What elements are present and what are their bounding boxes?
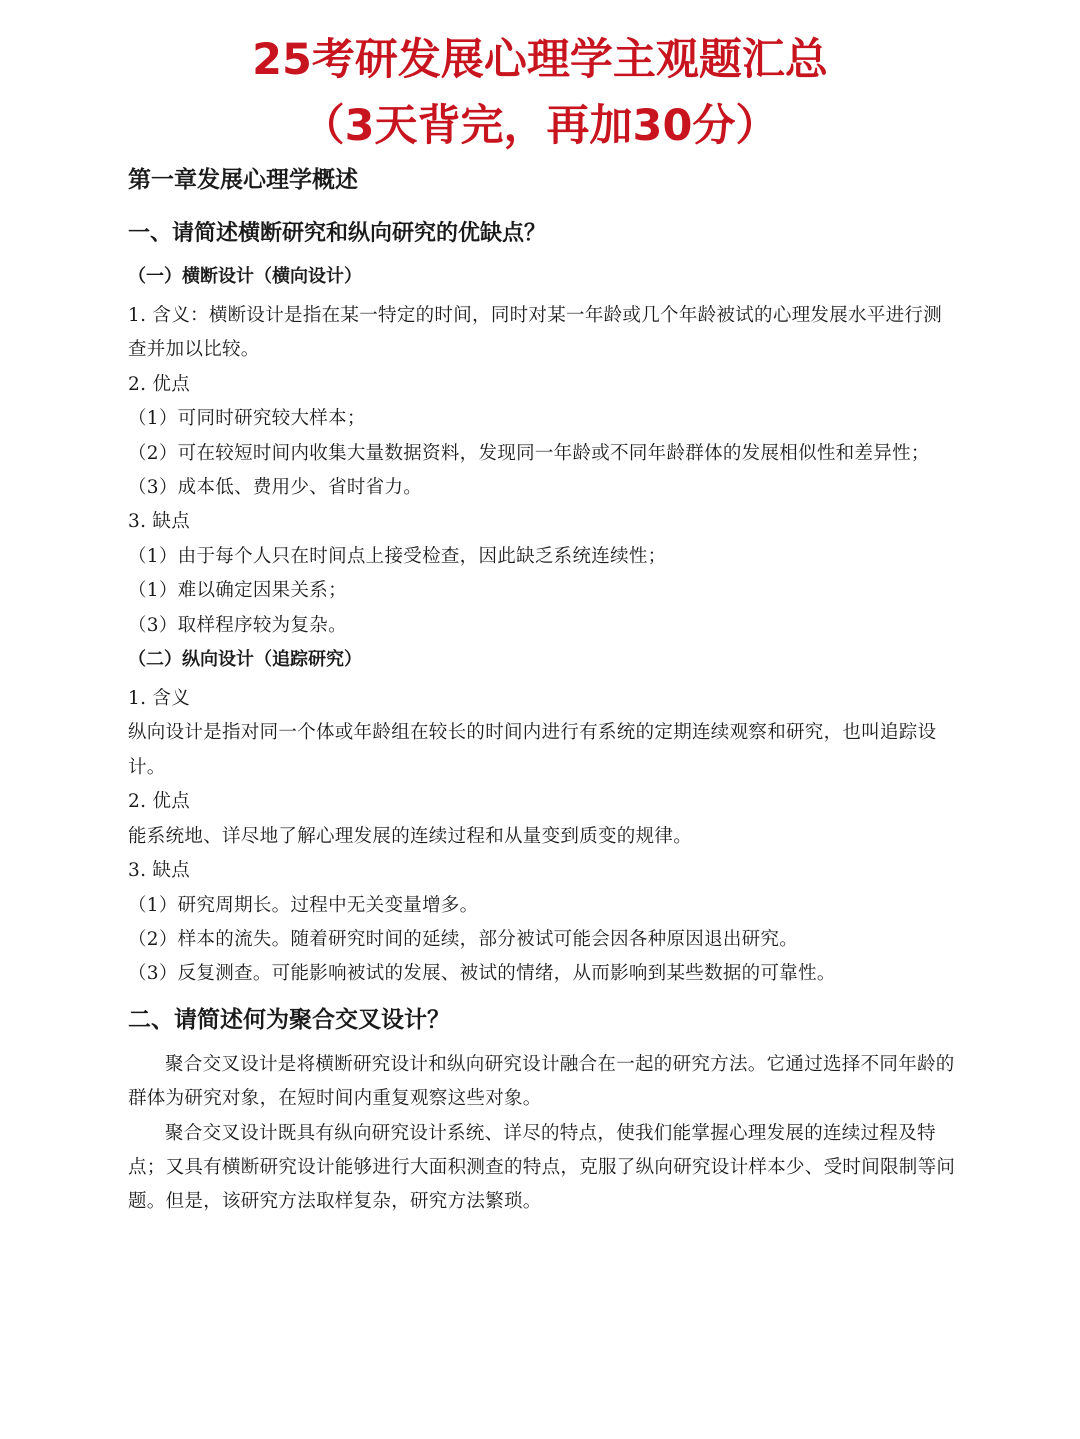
- longitudinal-disadvantage-item: （1）研究周期长。过程中无关变量增多。: [128, 894, 479, 916]
- cross-disadvantage-item: （1）难以确定因果关系；: [128, 580, 347, 602]
- document-body: [128, 160, 958, 1220]
- question-1-heading: 一、请简述横断研究和纵向研究的优缺点？: [128, 221, 547, 246]
- cross-disadvantage-item: （1）由于每个人只在时间点上接受检查，因此缺乏系统连续性；: [128, 545, 667, 567]
- longitudinal-advantages-label: 2. 优点: [128, 791, 191, 813]
- longitudinal-definition-label: 1. 含义: [128, 688, 191, 710]
- longitudinal-definition: 纵向设计是指对同一个体或年龄组在较长的时间内进行有系统的定期连续观察和研究，也叫追踪设计。: [128, 722, 937, 778]
- document-subtitle: （3天背完，再加30分）: [301, 101, 779, 151]
- longitudinal-disadvantage-item: （2）样本的流失。随着研究时间的延续，部分被试可能会因各种原因退出研究。: [128, 928, 799, 950]
- cross-disadvantage-item: （3）取样程序较为复杂。: [128, 614, 347, 636]
- cross-sectional-heading: （一）横断设计（横向设计）: [128, 266, 362, 287]
- cross-disadvantages-label: 3. 缺点: [128, 511, 191, 533]
- cohort-sequential-paragraph: 聚合交叉设计是将横断研究设计和纵向研究设计融合在一起的研究方法。它通过选择不同年龄的群体为研究对象，在短时间内重复观察这些对象。: [128, 1053, 955, 1110]
- cross-advantage-item: （1）可同时研究较大样本；: [128, 408, 366, 430]
- document-title: 25考研发展心理学主观题汇总: [252, 35, 828, 85]
- longitudinal-disadvantages-label: 3. 缺点: [128, 860, 191, 882]
- longitudinal-heading: （二）纵向设计（追踪研究）: [128, 649, 362, 671]
- cross-advantage-item: （3）成本低、费用少、省时省力。: [128, 477, 423, 499]
- cross-sectional-definition: 1. 含义：横断设计是指在某一特定的时间，同时对某一年龄或几个年龄被试的心理发展水平进行测查并加以比较。: [128, 305, 943, 361]
- cross-advantage-item: （2）可在较短时间内收集大量数据资料，发现同一年龄或不同年龄群体的发展相似性和差异性；: [128, 442, 930, 464]
- chapter-heading: 第一章发展心理学概述: [128, 167, 358, 193]
- longitudinal-advantage: 能系统地、详尽地了解心理发展的连续过程和从量变到质变的规律。: [128, 825, 693, 847]
- question-2-heading: 二、请简述何为聚合交叉设计？: [128, 1006, 450, 1033]
- cohort-sequential-paragraph: 聚合交叉设计既具有纵向研究设计系统、详尽的特点，使我们能掌握心理发展的连续过程及特点；又具有横断研究设计能够进行大面积测查的特点，克服了纵向研究设计样本少、受时间限制等问题。但是，该研究方法取样复杂，研究方法繁琐。: [128, 1122, 956, 1213]
- longitudinal-disadvantage-item: （3）反复测查。可能影响被试的发展、被试的情绪，从而影响到某些数据的可靠性。: [128, 963, 836, 985]
- cross-advantages-label: 2. 优点: [128, 373, 191, 395]
